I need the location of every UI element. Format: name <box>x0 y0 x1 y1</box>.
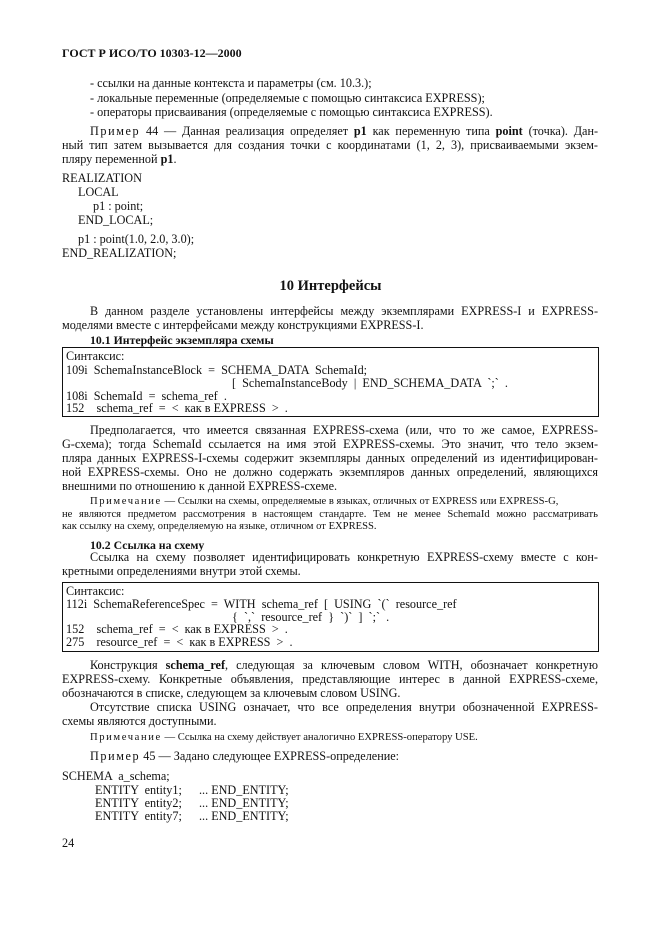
document-header: ГОСТ Р ИСО/ТО 10303-12—2000 <box>62 46 242 60</box>
code-line: ENTITY entity2; <box>95 796 182 810</box>
code-line: p1 : point; <box>93 199 144 213</box>
paragraph-line: В данном разделе установлены интерфейсы между экземплярами EXPRESS-I и EXPRESS- <box>90 304 598 318</box>
paragraph-line: кретными определениями внутри этой схемы. <box>62 564 301 578</box>
paragraph-line: Предполагается, что имеется связанная EXPRESS-схема (или, что то же самое, EXPRESS- <box>90 423 598 437</box>
code-line: ENTITY entity7; <box>95 809 182 823</box>
code-line: SCHEMA a_schema; <box>62 769 170 783</box>
syntax-label: Синтаксис: <box>66 584 125 598</box>
code-line: p1 : point(1.0, 2.0, 3.0); <box>78 232 195 246</box>
bullet-item: - ссылки на данные контекста и параметры (см. 10.3.); <box>90 76 372 90</box>
paragraph-line: ной EXPRESS-схемы. Оно не должно содержать экземпляров данных определений, являющихся <box>62 465 598 479</box>
paragraph-line: Ссылка на схему позволяет идентифицировать конкретную EXPRESS-схему вместе с кон- <box>90 550 598 564</box>
syntax-line: 109i SchemaInstanceBlock = SCHEMA_DATA SchemaId; <box>66 363 368 377</box>
syntax-line: 112i SchemaReferenceSpec = WITH schema_ref [ USING `(` resource_ref <box>66 597 457 611</box>
example-44-line: пляру переменной p1. <box>62 152 177 166</box>
paragraph-line: обозначаются в списке, следующем за ключевым словом USING. <box>62 686 401 700</box>
paragraph-line: моделями вместе с интерфейсами между конструкциями EXPRESS-I. <box>62 318 424 332</box>
syntax-line: 108i SchemaId = schema_ref . <box>66 389 227 403</box>
note-line: как ссылку на схему, определяемую на языке, отличном от EXPRESS. <box>62 521 377 532</box>
syntax-line: { `,` resource_ref } `)` ] `;` . <box>232 610 390 624</box>
paragraph-line: пляра данных EXPRESS-I-схемы содержит экземпляры данных определений из идентифицирован- <box>62 451 598 465</box>
example-44-line: ный тип затем вызывается для создания точки с координатами (1, 2, 3), присваиваемыми экзем- <box>62 138 598 152</box>
bullet-item: - операторы присваивания (определяемые с помощью синтаксиса EXPRESS). <box>90 105 493 119</box>
subsection-title: 10.1 Интерфейс экземпляра схемы <box>90 333 274 347</box>
syntax-line: 275 resource_ref = < как в EXPRESS > . <box>66 635 293 649</box>
page-number: 24 <box>62 836 75 850</box>
code-line: END_REALIZATION; <box>62 246 177 260</box>
paragraph-line: EXPRESS-схему. Конкретные объявления, представляющие интерес в данной EXPRESS-схеме, <box>62 672 598 686</box>
bullet-item: - локальные переменные (определяемые с помощью синтаксиса EXPRESS); <box>90 91 485 105</box>
code-line: END_LOCAL; <box>78 213 154 227</box>
note-line: не являются предметом рассмотрения в настоящем стандарте. Тем не менее SchemaId можно рассматривать <box>62 509 598 520</box>
section-title: 10 Интерфейсы <box>279 278 382 294</box>
subsection-title: 10.2 Ссылка на схему <box>90 538 205 552</box>
syntax-line: 152 schema_ref = < как в EXPRESS > . <box>66 622 288 636</box>
paragraph-line: Конструкция schema_ref, следующая за ключевым словом WITH, обозначает конкретную <box>90 658 598 672</box>
code-line: LOCAL <box>78 185 119 199</box>
syntax-line: 152 schema_ref = < как в EXPRESS > . <box>66 401 288 415</box>
example-45-line: Пример 45 — Задано следующее EXPRESS-определение: <box>90 749 400 763</box>
syntax-line: [ SchemaInstanceBody | END_SCHEMA_DATA `;` . <box>232 376 508 390</box>
paragraph-line: G-схема); тогда SchemaId ссылается на имя этой EXPRESS-схемы. Это значит, что тело экзем- <box>62 437 598 451</box>
code-line: ... END_ENTITY; <box>199 796 289 810</box>
syntax-label: Синтаксис: <box>66 349 125 363</box>
code-line: ... END_ENTITY; <box>199 809 289 823</box>
paragraph-line: Отсутствие списка USING означает, что все определения внутри обозначенной EXPRESS- <box>90 700 598 714</box>
paragraph-line: внешними по отношению к данной EXPRESS-схеме. <box>62 479 338 493</box>
code-line: REALIZATION <box>62 171 142 185</box>
note-line: Примечание — Ссылки на схемы, определяемые в языках, отличных от EXPRESS или EXPRESS-G, <box>90 496 559 507</box>
note-line: Примечание — Ссылка на схему действует аналогично EXPRESS-оператору USE. <box>90 732 478 743</box>
paragraph-line: схемы являются доступными. <box>62 714 217 728</box>
example-44-line: Пример 44 — Данная реализация определяет p1 как переменную типа point (точка). Дан- <box>90 124 599 138</box>
code-line: ENTITY entity1; <box>95 783 182 797</box>
code-line: ... END_ENTITY; <box>199 783 289 797</box>
